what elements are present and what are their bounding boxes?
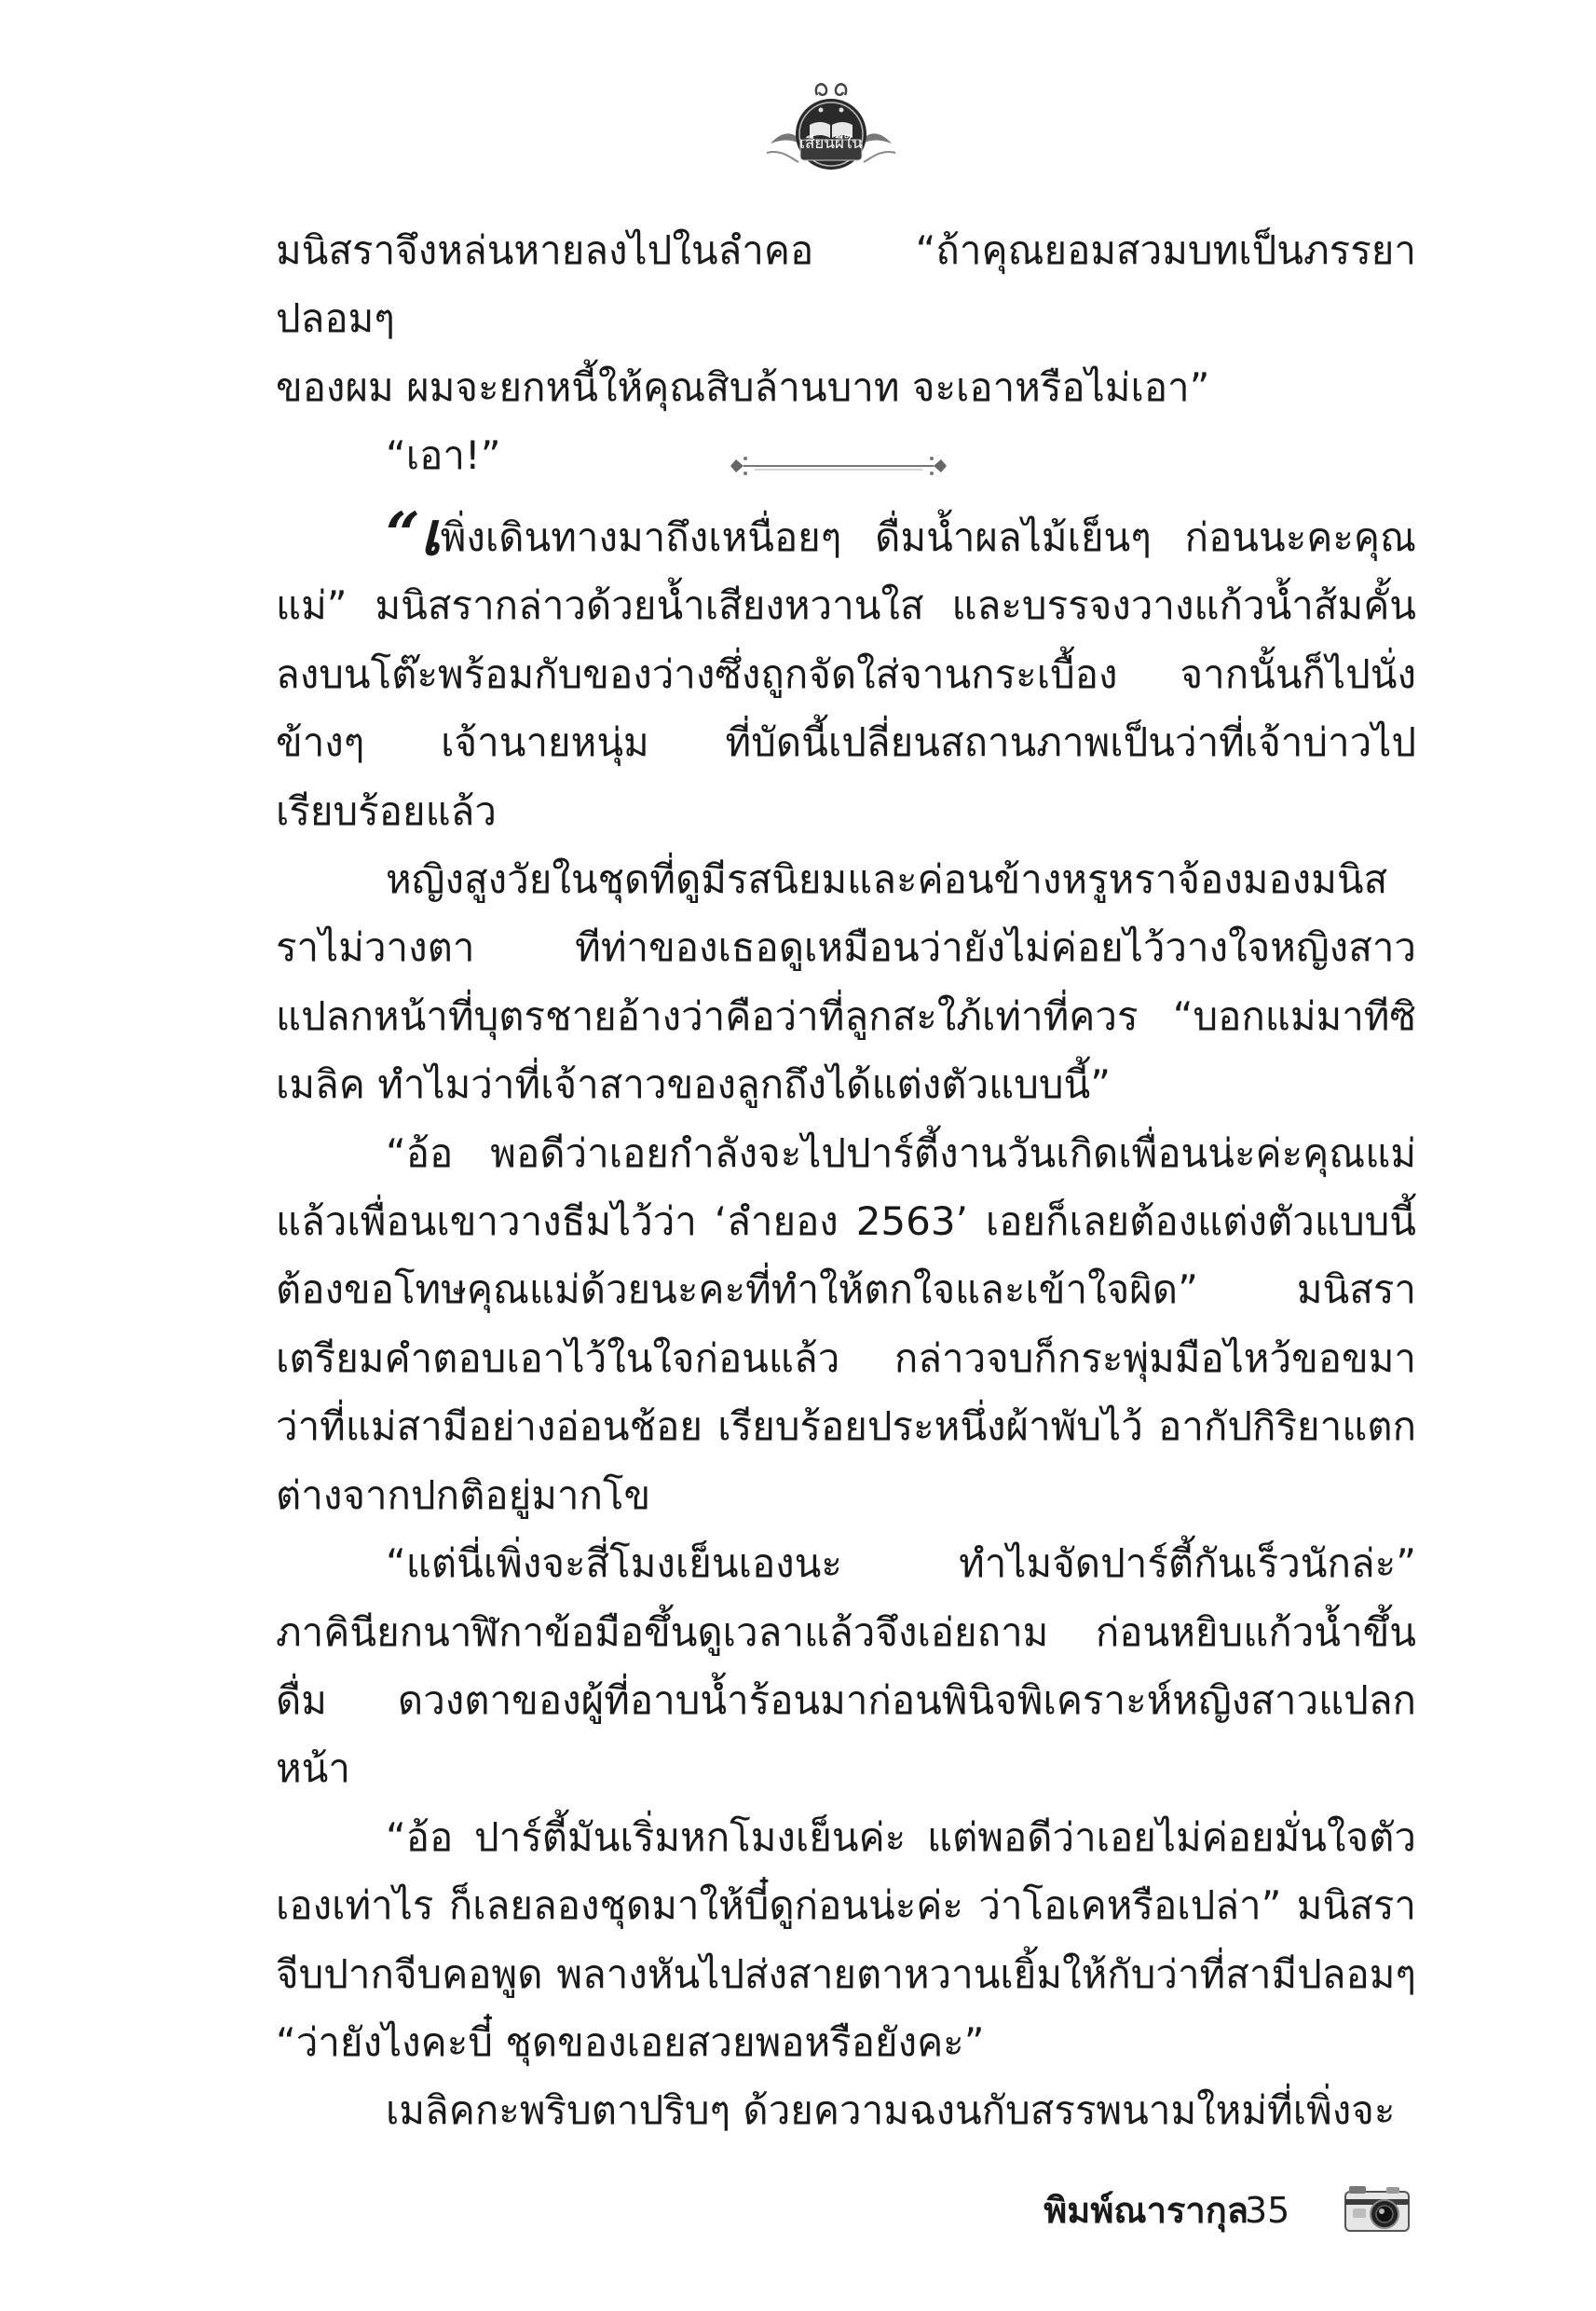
drop-cap: “เ xyxy=(386,499,441,569)
main-text-block xyxy=(276,499,1416,2145)
paragraph: เมลิคกะพริบตาปริบๆ ด้วยความฉงนกับสรรพนามใหม่ที่เพิ่งจะ xyxy=(386,2087,1396,2134)
emblem-label: เสียนผีใน xyxy=(799,134,863,153)
paragraph: “อ้อ ปาร์ตี้มันเริ่มหกโมงเย็นค่ะ แต่พอดีว่าเอยไม่ค่อยมั่นใจตัวเองเท่าไร ก็เลยลองชุดมาให้บี๋ดูก่อนน่ะค่ะ ว่าโอเคหรือเปล่า” มนิสราจีบปากจีบคอพูด พลางหันไปส่งสายตาหวานเยิ้มให้กับว่าที่สามีปลอมๆ “ว่ายังไงคะบี๋ ชุดของเอยสวยพอหรือยังคะ” xyxy=(276,1813,1416,2065)
text-line: ของผม ผมจะยกหนี้ให้คุณสิบล้านบาท จะเอาหรือไม่เอา” xyxy=(276,363,1210,410)
paragraph: “อ้อ พอดีว่าเอยกำลังจะไปปาร์ตี้งานวันเกิดเพื่อนน่ะค่ะคุณแม่ แล้วเพื่อนเขาวางธีมไว้ว่า ‘ลำยอง 2563’ เอยก็เลยต้องแต่งตัวแบบนี้ ต้องขอโทษคุณแม่ด้วยนะคะที่ทำให้ตกใจและเข้าใจผิด” มนิสราเตรียมคำตอบเอาไว้ในใจก่อนแล้ว กล่าวจบก็กระพุ่มมือไหว้ขอขมาว่าที่แม่สามีอย่างอ่อนช้อย เรียบร้อยประหนึ่งผ้าพับไว้ อากัปกิริยาแตกต่างจากปกติอยู่มากโข xyxy=(276,1129,1416,1518)
camera-icon xyxy=(1340,2179,1414,2236)
book-emblem-icon xyxy=(761,76,901,179)
ornament-divider-icon xyxy=(717,447,960,485)
text-line: “เอา!” xyxy=(386,432,501,479)
page-number: 35 xyxy=(1245,2190,1290,2231)
author-name: พิมพ์ณารากุล xyxy=(1044,2190,1248,2231)
paragraph: “แต่นี่เพิ่งจะสี่โมงเย็นเองนะ ทำไมจัดปาร์ตี้กันเร็วนักล่ะ” ภาคินียกนาฬิกาข้อมือขึ้นดูเวลาแล้วจึงเอ่ยถาม ก่อนหยิบแก้วน้ำขึ้นดื่ม ดวงตาของผู้ที่อาบน้ำร้อนมาก่อนพินิจพิเคราะห์หญิงสาวแปลกหน้า xyxy=(276,1540,1416,1792)
paragraph xyxy=(276,499,1416,845)
paragraph-text: พิ่งเดินทางมาถึงเหนื่อยๆ ดื่มน้ำผลไม้เย็นๆ ก่อนนะคะคุณแม่” มนิสรากล่าวด้วยน้ำเสียงหวานใส และบรรจงวางแก้วน้ำส้มคั้นลงบนโต๊ะพร้อมกับของว่างซึ่งถูกจัดใส่จานกระเบื้อง จากนั้นก็ไปนั่งข้างๆ เจ้านายหนุ่ม ที่บัดนี้เปลี่ยนสถานภาพเป็นว่าที่เจ้าบ่าวไปเรียบร้อยแล้ว xyxy=(276,514,1416,834)
text-line: มนิสราจึงหล่นหายลงไปในลำคอ “ถ้าคุณยอมสวมบทเป็นภรรยาปลอมๆ xyxy=(276,227,1416,342)
paragraph: หญิงสูงวัยในชุดที่ดูมีรสนิยมและค่อนข้างหรูหราจ้องมองมนิสราไม่วางตา ทีท่าของเธอดูเหมือนว่ายังไม่ค่อยไว้วางใจหญิงสาวแปลกหน้าที่บุตรชายอ้างว่าคือว่าที่ลูกสะใภ้เท่าที่ควร “บอกแม่มาทีซิเมลิค ทำไมว่าที่เจ้าสาวของลูกถึงได้แต่งตัวแบบนี้” xyxy=(276,856,1416,1108)
